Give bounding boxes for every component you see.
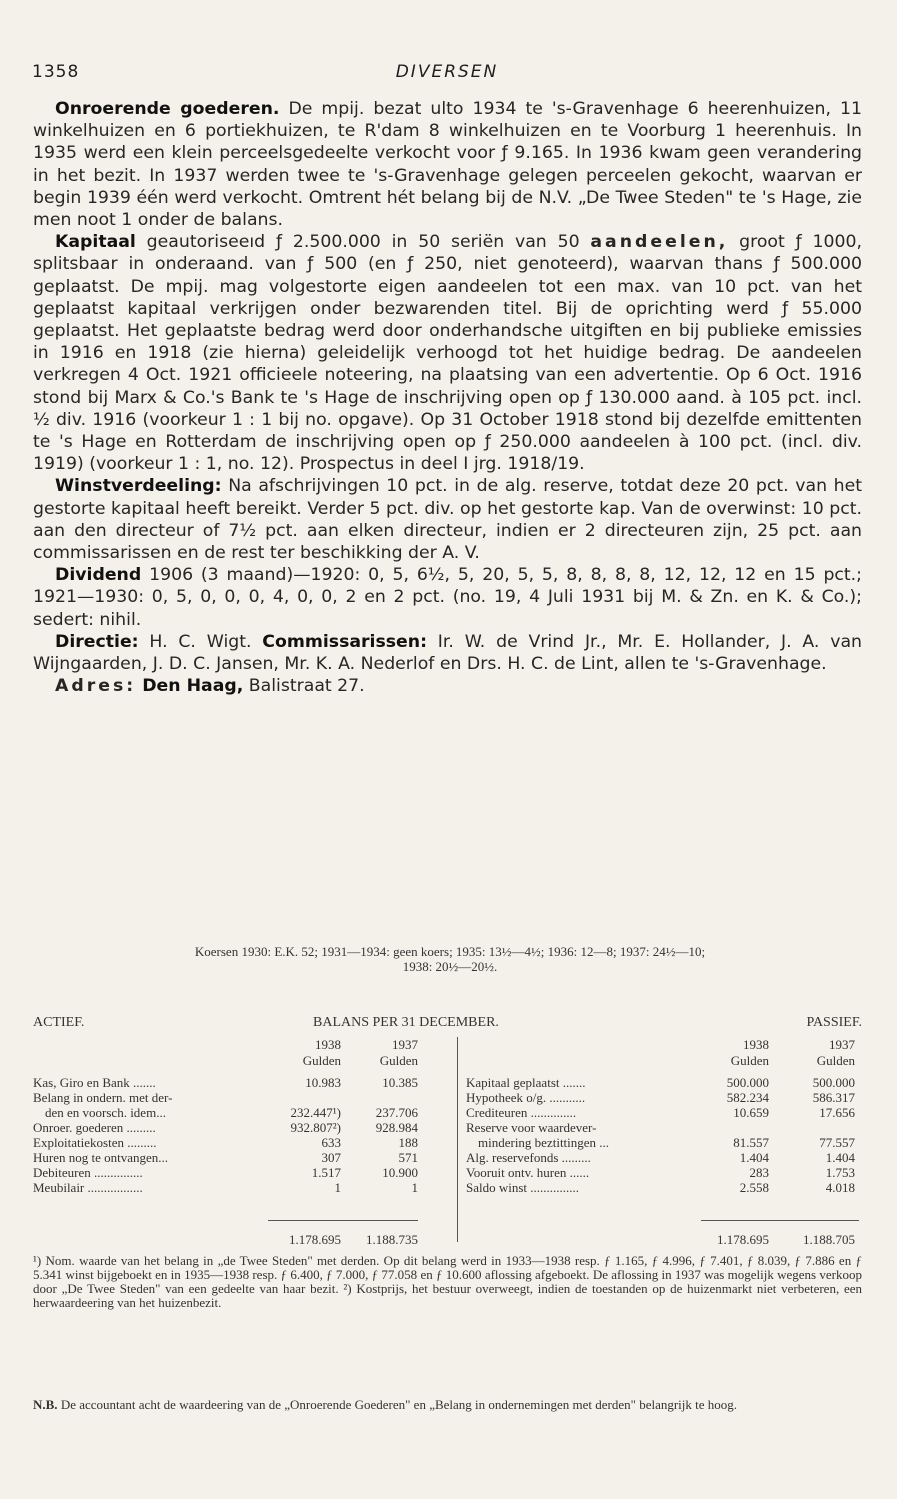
row-value-1938: 2.558 xyxy=(739,1180,769,1195)
paragraph-text: geautoriseeıd ƒ 2.500.000 in 50 seriën van 50 xyxy=(135,232,591,253)
table-row xyxy=(466,1075,862,1090)
table-row xyxy=(466,1180,862,1195)
row-label: Debiteuren ............... xyxy=(33,1165,143,1180)
footnotes xyxy=(33,1254,862,1310)
table-row xyxy=(466,1165,862,1180)
table-row xyxy=(466,1120,862,1135)
row-value-1937: 10.385 xyxy=(382,1075,418,1090)
row-value-1938: 633 xyxy=(321,1135,341,1150)
col-header-passief-1937 xyxy=(785,1037,855,1069)
table-row xyxy=(33,1105,453,1120)
row-value-1938: 1 xyxy=(334,1180,341,1195)
row-label: Crediteuren .............. xyxy=(466,1105,577,1120)
row-value-1937: 77.557 xyxy=(819,1135,855,1150)
row-value-1938: 582.234 xyxy=(726,1090,769,1105)
year-label: 1937 xyxy=(829,1037,855,1052)
row-value-1937: 17.656 xyxy=(819,1105,855,1120)
koersen-block xyxy=(60,944,840,974)
table-row xyxy=(33,1165,453,1180)
col-header-actief-1938 xyxy=(271,1037,341,1069)
row-value-1938: 10.659 xyxy=(733,1105,769,1120)
nb-note xyxy=(33,1397,862,1412)
year-label: 1938 xyxy=(315,1037,341,1052)
row-value-1937: 500.000 xyxy=(812,1075,855,1090)
row-value-1938: 932.807²) xyxy=(290,1120,341,1135)
row-value-1937: 1 xyxy=(411,1180,418,1195)
paragraph-lead: Dividend xyxy=(55,565,142,586)
unit-label: Gulden xyxy=(730,1053,769,1068)
table-row xyxy=(33,1075,453,1090)
row-value-1938: 283 xyxy=(749,1165,769,1180)
unit-label: Gulden xyxy=(816,1053,855,1068)
row-value-1937: 571 xyxy=(398,1150,418,1165)
total-passief-1938: 1.178.695 xyxy=(717,1232,769,1247)
row-value-1937: 1.753 xyxy=(825,1165,855,1180)
row-value-1938: 500.000 xyxy=(726,1075,769,1090)
col-header-actief-1937 xyxy=(348,1037,418,1069)
row-value-1937: 1.404 xyxy=(825,1150,855,1165)
row-label: Alg. reservefonds ......... xyxy=(466,1150,591,1165)
total-actief-1938: 1.178.695 xyxy=(289,1232,341,1247)
paragraph-bold: Den Haag, xyxy=(136,676,244,697)
paragraph-text: Na afschrijvingen 10 pct. in de alg. reserve, totdat deze 20 pct. van het gestorte kapitaal heeft bereikt. Verder 5 pct. div. op het gestorte kap. Van de overwinst: 10 pct. aan den directeur of 7½ pct. aan elken directeur, indien er 2 directeuren zijn, 25 pct. aan commissarissen en de rest ter beschikking der A. V. xyxy=(33,476,862,564)
paragraph-lead: Kapitaal xyxy=(55,232,136,253)
article-body xyxy=(33,98,862,697)
row-value-1937: 188 xyxy=(398,1135,418,1150)
row-value-1938: 232.447¹) xyxy=(290,1105,341,1120)
page-header xyxy=(32,60,862,90)
table-row xyxy=(466,1090,862,1105)
paragraph-lead: Directie: xyxy=(55,631,139,652)
koersen-line-2: 1938: 20½—20½. xyxy=(402,959,498,974)
actief-title: ACTIEF. xyxy=(33,1015,85,1030)
paragraph-spaced-word: aandeelen, xyxy=(590,232,729,253)
table-row xyxy=(33,1090,453,1105)
paragraph-lead: Onroerende goederen. xyxy=(55,99,280,119)
row-label: Kapitaal geplaatst ....... xyxy=(466,1075,586,1090)
balance-sheet xyxy=(33,1015,862,1250)
table-row xyxy=(33,1120,453,1135)
page-number: 1358 xyxy=(32,62,80,82)
row-value-1938: 1.517 xyxy=(311,1165,341,1180)
table-row xyxy=(33,1150,453,1165)
paragraph-adres xyxy=(33,675,862,697)
row-value-1938: 307 xyxy=(321,1150,341,1165)
paragraph-text: De mpij. bezat ulto 1934 te 's-Gravenhage 6 heerenhuizen, 11 winkelhuizen en 6 portiekhuizen, te R'dam 8 winkelhuizen en te Voorburg 1 heerenhuis. In 1935 werd een klein perceelsgedeelte verkocht voor ƒ 9.165. In 1936 kwam geen verandering in het bezit. In 1937 werden twee te 's-Gravenhage gelegen perceelen gekocht, waarvan er begin 1939 één werd verkocht. Omtrent hét belang bij de N.V. „De Twee Steden" te 's Hage, zie men noot 1 onder de balans. xyxy=(33,99,862,231)
row-label: Reserve voor waardever- xyxy=(466,1120,597,1135)
table-row xyxy=(33,1180,453,1195)
paragraph-lead: Winstverdeeling: xyxy=(55,476,222,497)
paragraph-lead: Adres: xyxy=(55,676,137,697)
koersen-line-1: Koersen 1930: E.K. 52; 1931—1934: geen koers; 1935: 13½—4½; 1936: 12—8; 1937: 24½—10; xyxy=(194,944,706,959)
paragraph-kapitaal xyxy=(33,231,862,475)
row-label: den en voorsch. idem... xyxy=(45,1105,166,1120)
row-value-1937: 4.018 xyxy=(825,1180,855,1195)
balance-title: BALANS PER 31 DECEMBER. xyxy=(313,1015,499,1030)
row-label: Hypotheek o/g. ........... xyxy=(466,1090,586,1105)
paragraph-text: H. C. Wigt. xyxy=(138,631,263,652)
balance-header xyxy=(33,1015,862,1033)
row-label: mindering beztittingen ... xyxy=(478,1135,610,1150)
table-row xyxy=(466,1150,862,1165)
row-value-1938: 1.404 xyxy=(739,1150,769,1165)
footnote-text: ¹) Nom. waarde van het belang in „de Twee Steden" met derden. Op dit belang werd in 1933—1938 resp. ƒ 1.165, ƒ 4.996, ƒ 7.401, ƒ 8.039, ƒ 7.886 en ƒ 5.341 winst bijgeboekt en in 1935—1938 resp. ƒ 6.400, ƒ 7.000, ƒ 77.058 en ƒ 10.600 aflossing afgeboekt. De aflossing in 1937 was mogelijk wegens verkoop door „De Twee Steden" van een gedeelte van haar bezit. ²) Kostprijs, het bestuur overweegt, indien de toestanden op de huizenmarkt niet verbeteren, een herwaardeering van het huizenbezit. xyxy=(33,1253,862,1310)
paragraph-text: 1906 (3 maand)—1920: 0, 5, 6½, 5, 20, 5, 5, 8, 8, 8, 8, 12, 12, 12 en 15 pct.; 1921—1930: 0, 5, 0, 0, 0, 4, 0, 0, 2 en 2 pct. (no. 19, 4 Juli 1931 bij M. & Zn. en K. & Co.); sedert: nihil. xyxy=(33,565,862,630)
paragraph-text: groot ƒ 1000, splitsbaar in onderaand. van ƒ 500 (en ƒ 250, niet genoteerd), waarvan thans ƒ 500.000 geplaatst. De mpij. mag volgestorte eigen aandeelen tot een max. van 10 pct. van het geplaatst kapitaal verkrijgen onder bezwarenden titel. Bij de oprichting werd ƒ 55.000 geplaatst. Het geplaatste bedrag werd door onderhandsche uitgiften en bij publieke emissies in 1916 en 1918 (zie hierna) geleidelijk verhoogd tot het huidige bedrag. De aandeelen verkregen 4 Oct. 1921 officieele noteering, na plaatsing van een advertentie. Op 6 Oct. 1916 stond bij Marx & Co.'s Bank te 's Hage de inschrijving open op ƒ 130.000 aand. à 105 pct. incl. ½ div. 1916 (voorkeur 1 : 1 bij no. opgave). Op 31 October 1918 stond bij dezelfde emittenten te 's Hage en Rotterdam de inschrijving open op ƒ 250.000 aandeelen à 100 pct. (incl. div. 1919) (voorkeur 1 : 1, no. 12). Prospectus in deel I jrg. 1918/19. xyxy=(33,232,862,475)
paragraph-directie xyxy=(33,631,862,675)
paragraph-text: Ir. W. de Vrind Jr., Mr. E. Hollander, J. A. van Wijngaarden, J. D. C. Jansen, Mr. K. A. Nederlof en Drs. H. C. de Lint, allen te 's-Gravenhage. xyxy=(33,631,862,675)
year-label: 1938 xyxy=(743,1037,769,1052)
unit-label: Gulden xyxy=(302,1053,341,1068)
row-value-1938: 81.557 xyxy=(733,1135,769,1150)
paragraph-winstverdeeling xyxy=(33,475,862,564)
total-rule-passief xyxy=(701,1220,859,1221)
total-passief-1937: 1.188.705 xyxy=(803,1232,855,1247)
year-label: 1937 xyxy=(392,1037,418,1052)
row-value-1938: 10.983 xyxy=(305,1075,341,1090)
total-actief-1937: 1.188.735 xyxy=(366,1232,418,1247)
table-row xyxy=(466,1135,862,1150)
row-label: Huren nog te ontvangen... xyxy=(33,1150,169,1165)
paragraph-lead-2: Commissarissen: xyxy=(262,631,427,652)
row-value-1937: 586.317 xyxy=(812,1090,855,1105)
row-label: Meubilair ................. xyxy=(33,1180,143,1195)
row-value-1937: 237.706 xyxy=(375,1105,418,1120)
nb-lead: N.B. xyxy=(33,1397,58,1412)
table-row xyxy=(466,1105,862,1120)
row-label: Onroer. goederen ......... xyxy=(33,1120,156,1135)
table-row xyxy=(33,1135,453,1150)
row-label: Exploitatiekosten ......... xyxy=(33,1135,157,1150)
page-title: DIVERSEN xyxy=(395,62,499,82)
row-label: Vooruit ontv. huren ...... xyxy=(466,1165,590,1180)
nb-text: De accountant acht de waardeering van de „Onroerende Goederen" en „Belang in ondernemingen met derden" belangrijk te hoog. xyxy=(57,1397,738,1412)
column-divider xyxy=(457,1037,458,1242)
passief-title: PASSIEF. xyxy=(806,1015,862,1030)
col-header-passief-1938 xyxy=(699,1037,769,1069)
total-rule-actief xyxy=(268,1220,418,1221)
paragraph-dividend xyxy=(33,564,862,631)
row-value-1937: 10.900 xyxy=(382,1165,418,1180)
paragraph-onroerende-goederen xyxy=(33,98,862,231)
unit-label: Gulden xyxy=(379,1053,418,1068)
row-label: Saldo winst ............... xyxy=(466,1180,580,1195)
row-label: Kas, Giro en Bank ....... xyxy=(33,1075,156,1090)
paragraph-text: Balistraat 27. xyxy=(243,676,365,697)
row-label: Belang in ondern. met der- xyxy=(33,1090,173,1105)
row-value-1937: 928.984 xyxy=(375,1120,418,1135)
